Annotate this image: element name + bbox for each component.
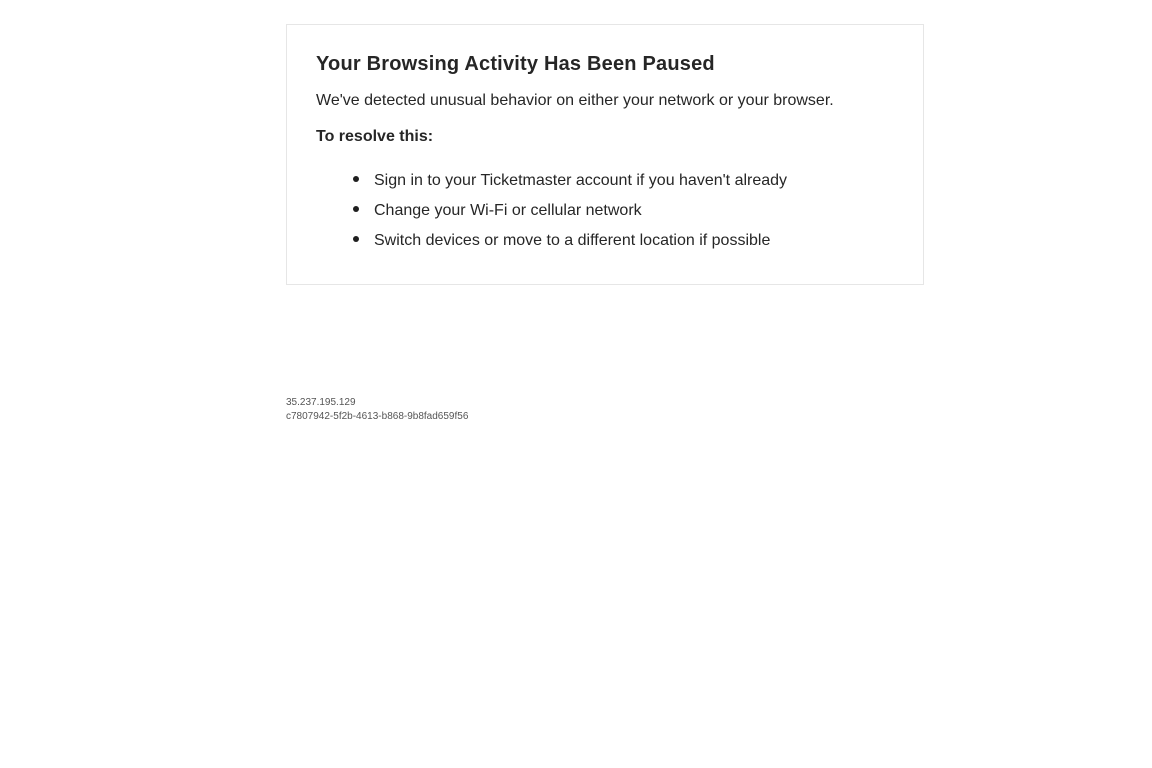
notice-description: We've detected unusual behavior on either your network or your browser.	[316, 92, 834, 109]
bullet-icon	[353, 176, 359, 182]
block-notice-card	[286, 24, 924, 285]
page-title: Your Browsing Activity Has Been Paused	[316, 53, 715, 75]
bullet-icon	[353, 206, 359, 212]
step-text: Switch devices or move to a different location if possible	[374, 232, 771, 249]
bullet-icon	[353, 236, 359, 242]
resolve-heading: To resolve this:	[316, 128, 434, 145]
step-text: Change your Wi-Fi or cellular network	[374, 202, 642, 219]
request-meta	[286, 396, 468, 424]
step-text: Sign in to your Ticketmaster account if you haven't already	[374, 172, 788, 189]
ip-address: 35.237.195.129	[286, 397, 356, 408]
request-id: c7807942-5f2b-4613-b868-9b8fad659f56	[286, 411, 469, 422]
